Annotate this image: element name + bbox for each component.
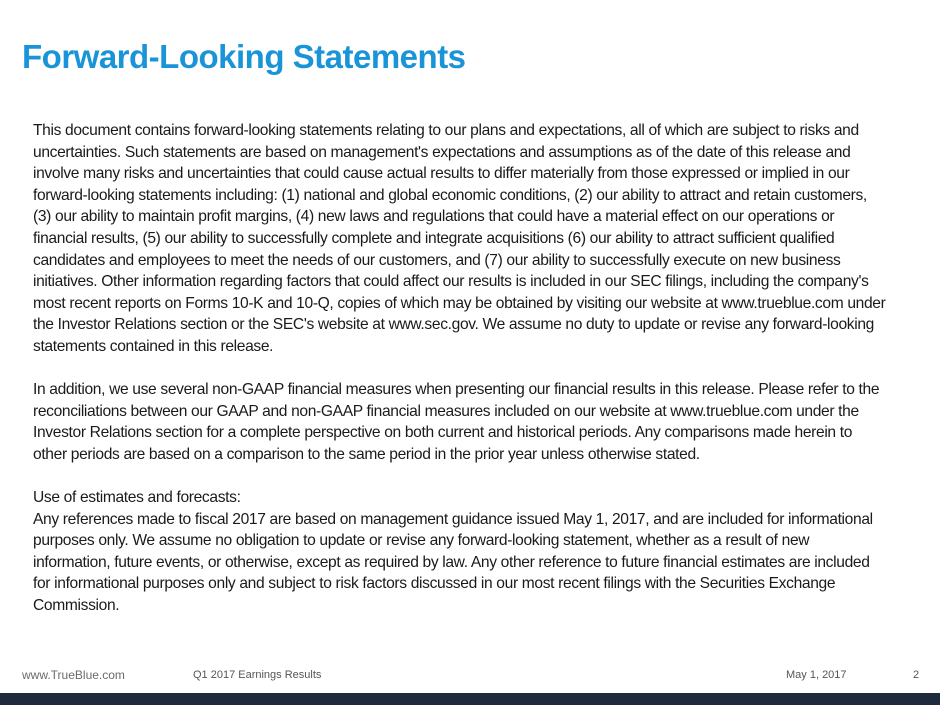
- text-line: Any references made to fiscal 2017 are based on management guidance issued May 1, 2017, and are included for informational: [33, 510, 873, 528]
- page-number: 2: [913, 669, 920, 681]
- estimates-heading: Use of estimates and forecasts:: [33, 489, 241, 507]
- footer: [0, 664, 940, 688]
- footer-website: www.TrueBlue.com: [22, 668, 125, 682]
- text-line: financial results, (5) our ability to successfully complete and integrate acquisitions (6) our ability to attract sufficient qualified: [33, 229, 835, 247]
- text-line: involve many risks and uncertainties that could cause actual results to differ materially from those expressed or implied in our: [33, 165, 850, 183]
- text-line: uncertainties. Such statements are based on management's expectations and assumptions as of the date of this release and: [33, 143, 851, 161]
- text-line: This document contains forward-looking statements relating to our plans and expectations, all of which are subject to risks and: [33, 122, 859, 139]
- text-line: other periods are based on a comparison to the same period in the prior year unless otherwise stated.: [33, 445, 700, 463]
- non-gaap-paragraph: [33, 379, 913, 465]
- text-line: In addition, we use several non-GAAP financial measures when presenting our financial results in this release. Please refer to the: [33, 381, 880, 399]
- bottom-bar: [0, 693, 940, 705]
- text-line: initiatives. Other information regarding factors that could affect our results is included in our SEC filings, including the company's: [33, 273, 869, 291]
- text-line: forward-looking statements including: (1) national and global economic conditions, (2) our ability to attract and retain customers,: [33, 186, 867, 204]
- text-line: purposes only. We assume no obligation to update or revise any forward-looking statement, whether as a result of new: [33, 532, 810, 550]
- text-line: statements contained in this release.: [33, 337, 274, 355]
- footer-date: May 1, 2017: [786, 669, 847, 681]
- estimates-paragraph: [33, 487, 913, 617]
- text-line: most recent reports on Forms 10-K and 10-Q, copies of which may be obtained by visiting our website at www.trueblue.com under: [33, 294, 886, 312]
- text-line: (3) our ability to maintain profit margins, (4) new laws and regulations that could have a material effect on our operations or: [33, 208, 835, 226]
- page-title: Forward-Looking Statements: [22, 38, 466, 75]
- text-line: Commission.: [33, 597, 120, 615]
- text-line: candidates and employees to meet the needs of our customers, and (7) our ability to successfully execute on new business: [33, 251, 841, 269]
- slide-body: [33, 120, 913, 617]
- forward-looking-paragraph: [33, 120, 913, 358]
- text-line: the Investor Relations section or the SEC's website at www.sec.gov. We assume no duty to update or revise any forward-looking: [33, 316, 874, 334]
- text-line: reconciliations between our GAAP and non-GAAP financial measures included on our website at www.trueblue.com under the: [33, 402, 859, 420]
- text-line: information, future events, or otherwise, except as required by law. Any other reference to future financial estimates are included: [33, 553, 870, 571]
- text-line: Investor Relations section for a complete perspective on both current and historical periods. Any comparisons made herein to: [33, 424, 853, 442]
- footer-deck-name: Q1 2017 Earnings Results: [193, 669, 322, 681]
- text-line: for informational purposes only and subject to risk factors discussed in our most recent filings with the Securities Exchange: [33, 575, 836, 593]
